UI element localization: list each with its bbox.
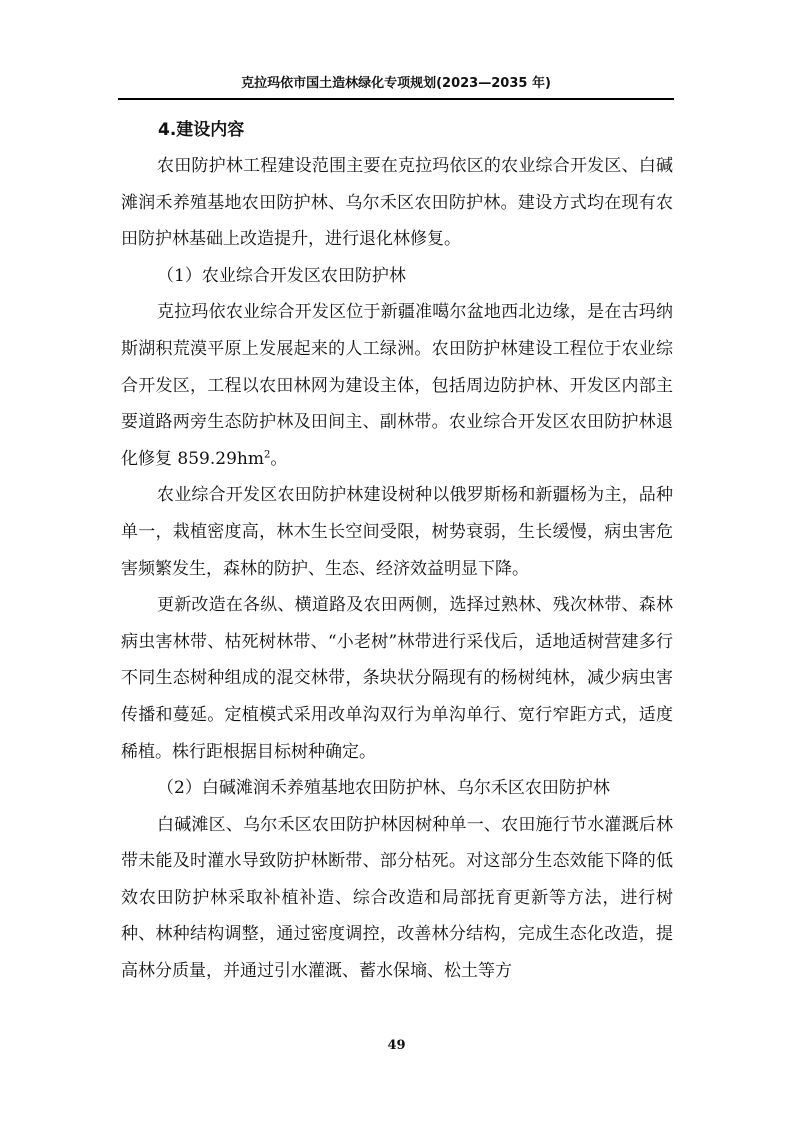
area-unit-superscript: 2 <box>263 449 271 461</box>
header-rule <box>118 98 674 100</box>
running-header: 克拉玛依市国土造林绿化专项规划(2023—2035 年) <box>241 76 551 91</box>
subheading-1: （1）农业综合开发区农田防护林 <box>157 265 406 286</box>
paragraph-sub1-3: 更新改造在各纵、横道路及农田两侧，选择过熟林、残次林带、森林病虫害林带、枯死树林带、“小老树”林带进行采伐后，适地适树营建多行不同生态树种组成的混交林带，条块状分隔现有的杨树纯林，减少病虫害传播和蔓延。定植模式采用改单沟双行为单沟单行、宽行窄距方式，适度稀植。株行距根据目标树种确定。 <box>121 595 673 762</box>
subheading-2: （2）白碱滩润禾养殖基地农田防护林、乌尔禾区农田防护林 <box>157 778 610 799</box>
paragraph-sub1-1-end: 。 <box>270 448 288 469</box>
page-body <box>121 112 673 990</box>
section-title: 4.建设内容 <box>158 120 245 140</box>
paragraph-sub2-1: 白碱滩区、乌尔禾区农田防护林因树种单一、农田施行节水灌溉后林带未能及时灌水导致防护林断带、部分枯死。对这部分生态效能下降的低效农田防护林采取补植补造、综合改造和局部抚育更新等方法，进行树种、林种结构调整，通过密度调控，改善林分结构，完成生态化改造，提高林分质量，并通过引水灌溉、蓄水保墒、松土等方 <box>121 814 673 982</box>
paragraph-sub1-2: 农业综合开发区农田防护林建设树种以俄罗斯杨和新疆杨为主，品种单一，栽植密度高，林木生长空间受限，树势衰弱，生长缓慢，病虫害危害频繁发生，森林的防护、生态、经济效益明显下降。 <box>121 485 673 579</box>
paragraph-sub1-1 <box>121 294 673 477</box>
page-number: 49 <box>387 1038 406 1053</box>
paragraph-sub1-1-text: 克拉玛依农业综合开发区位于新疆准噶尔盆地西北边缘，是在古玛纳斯湖积荒漠平原上发展起来的人工绿洲。农田防护林建设工程位于农业综合开发区，工程以农田林网为建设主体，包括周边防护林、开发区内部主要道路两旁生态防护林及田间主、副林带。农业综合开发区农田防护林退化修复 859.29hm <box>121 302 673 469</box>
paragraph-intro: 农田防护林工程建设范围主要在克拉玛依区的农业综合开发区、白碱滩润禾养殖基地农田防护林、乌尔禾区农田防护林。建设方式均在现有农田防护林基础上改造提升，进行退化林修复。 <box>121 156 673 250</box>
